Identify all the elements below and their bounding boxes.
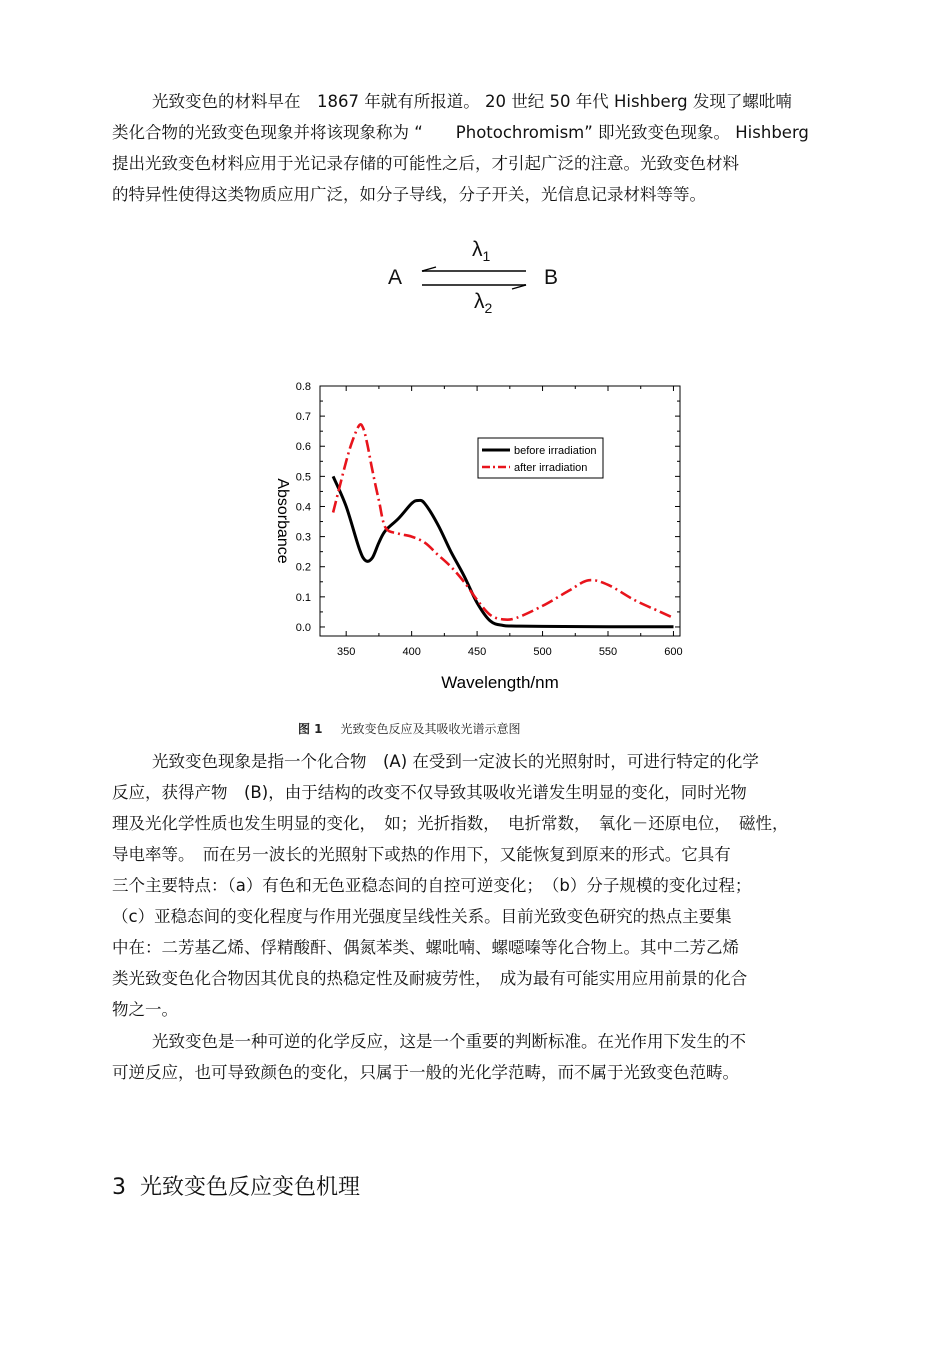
section-title-text: 光致变色反应变色机理 bbox=[140, 1175, 361, 1200]
text-line: 反应，获得产物 (B)，由于结构的改变不仅导致其吸收光谱发生明显的变化，同时光物 bbox=[112, 783, 747, 802]
x-tick-label: 500 bbox=[533, 646, 552, 658]
text-line: 物之一。 bbox=[112, 1000, 178, 1019]
reaction-scheme bbox=[380, 230, 580, 330]
text-line: 类光致变色化合物因其优良的热稳定性及耐疲劳性， 成为最有可能实用应用前景的化合 bbox=[112, 969, 748, 988]
y-tick-label: 0.8 bbox=[295, 381, 311, 393]
y-tick-label: 0.6 bbox=[295, 441, 311, 454]
x-tick-label: 600 bbox=[664, 646, 683, 658]
y-tick-label: 0.1 bbox=[295, 591, 311, 604]
legend-label: after irradiation bbox=[514, 462, 588, 474]
text-line: 三个主要特点：（a）有色和无色亚稳态间的自控可逆变化； （b）分子规模的变化过程； bbox=[112, 876, 752, 895]
intro-paragraph bbox=[112, 86, 852, 210]
text-line: 光致变色现象是指一个化合物 (A) 在受到一定波长的光照射时，可进行特定的化学 bbox=[152, 752, 759, 771]
text-line: 导电率等。 而在另一波长的光照射下或热的作用下，又能恢复到原来的形式。它具有 bbox=[112, 845, 731, 864]
section-number: 3 bbox=[112, 1175, 126, 1200]
x-axis-label: Wavelength/nm bbox=[441, 673, 559, 692]
text-line: 光致变色是一种可逆的化学反应，这是一个重要的判断标准。在光作用下发生的不 bbox=[152, 1032, 746, 1051]
reverse-wavelength: $\lambda_2$ bbox=[474, 290, 493, 317]
y-tick-label: 0.5 bbox=[295, 471, 311, 484]
closing-paragraph bbox=[112, 1026, 852, 1088]
text-line: 提出光致变色材料应用于光记录存储的可能性之后，才引起广泛的注意。光致变色材料 bbox=[112, 154, 739, 173]
y-tick-label: 0.3 bbox=[295, 531, 311, 544]
legend-label: before irradiation bbox=[514, 445, 597, 457]
x-tick-label: 450 bbox=[467, 646, 487, 658]
text-line: 理及光化学性质也发生明显的变化， 如；光折指数， 电折常数， 氧化－还原电位， 磁性， bbox=[112, 814, 789, 833]
y-tick-label: 0.2 bbox=[295, 561, 311, 574]
y-axis-label: Absorbance bbox=[274, 478, 291, 564]
text-line: 的特异性使得这类物质应用广泛，如分子导线，分子开关，光信息记录材料等等。 bbox=[112, 185, 706, 204]
plot-frame bbox=[320, 386, 680, 636]
figure-caption-text: 光致变色反应及其吸收光谱示意图 bbox=[340, 722, 521, 736]
section-heading bbox=[112, 1170, 360, 1201]
product-b: B bbox=[544, 266, 559, 289]
y-tick-label: 0.0 bbox=[295, 621, 311, 634]
text-line: 中在：二芳基乙烯、俘精酸酐、偶氮苯类、螺吡喃、螺噁嗪等化合物上。其中二芳乙烯 bbox=[112, 938, 739, 957]
text-line: 类化合物的光致变色现象并将该现象称为 “ Photochromism” 即光致变色现象。 Hishberg bbox=[112, 123, 809, 142]
x-tick-label: 550 bbox=[598, 646, 618, 658]
equilibrium-arrows bbox=[380, 230, 580, 330]
figure-number: 图 1 bbox=[298, 722, 323, 736]
y-tick-label: 0.7 bbox=[295, 411, 311, 424]
x-tick-label: 400 bbox=[402, 646, 421, 658]
figure-caption bbox=[298, 720, 521, 737]
absorption-spectrum-chart bbox=[260, 372, 700, 702]
text-line: 可逆反应，也可导致颜色的变化，只属于一般的光化学范畴，而不属于光致变色范畴。 bbox=[112, 1063, 739, 1082]
body-paragraph bbox=[112, 746, 852, 1025]
forward-wavelength: $\lambda_1$ bbox=[472, 238, 491, 265]
text-line: 光致变色的材料早在 1867 年就有所报道。 20 世纪 50 年代 Hishberg 发现了螺吡喃 bbox=[152, 92, 792, 111]
chart-svg bbox=[260, 372, 700, 702]
x-tick-label: 350 bbox=[337, 646, 356, 658]
y-tick-label: 0.4 bbox=[295, 501, 311, 514]
text-line: （c）亚稳态间的变化程度与作用光强度呈线性关系。目前光致变色研究的热点主要集 bbox=[112, 907, 732, 926]
series-line-before-irradiation bbox=[333, 476, 673, 626]
reactant-a: A bbox=[388, 266, 403, 289]
